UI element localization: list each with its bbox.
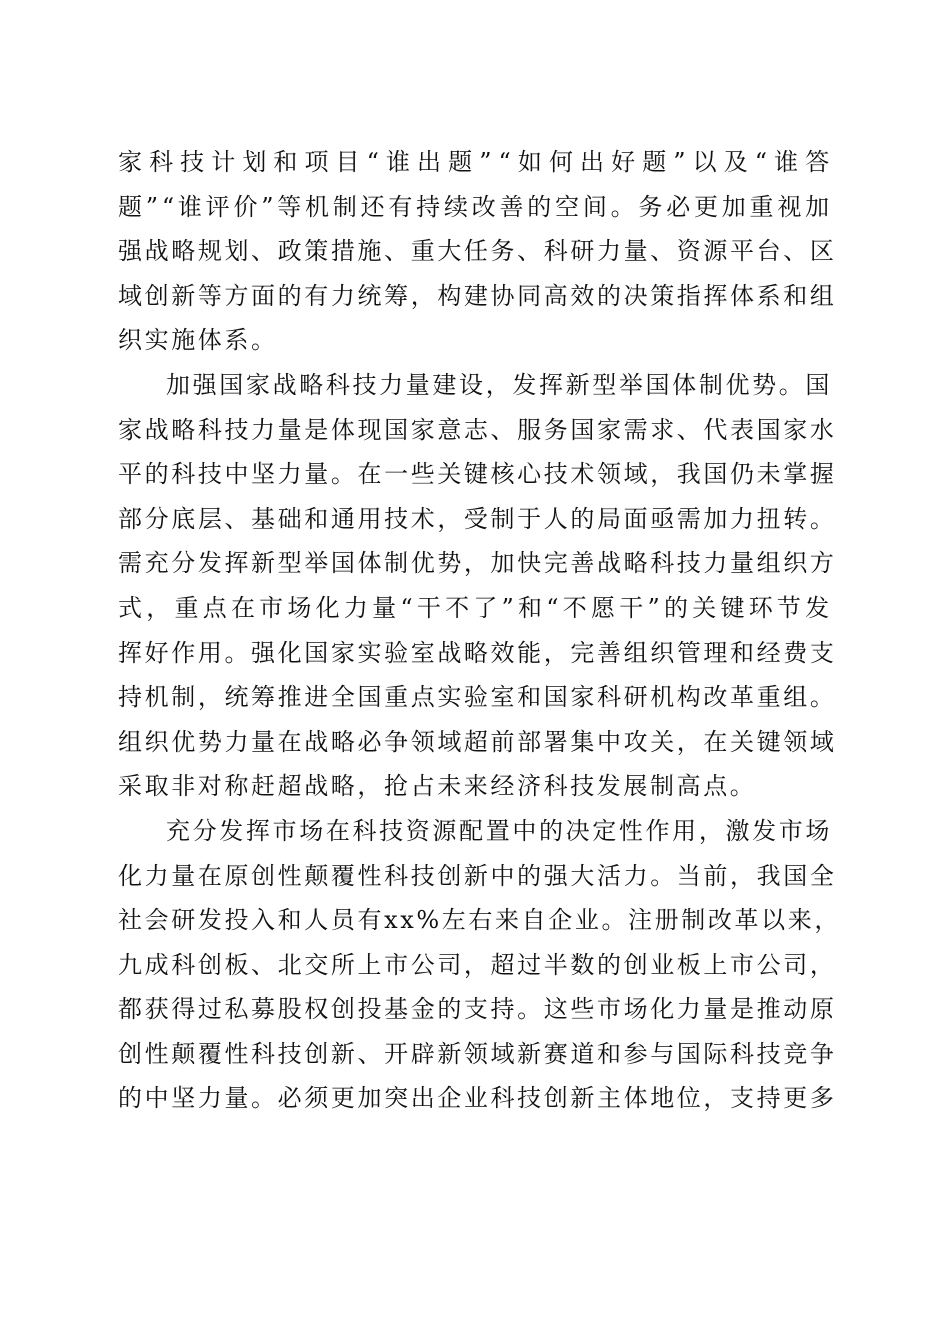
text-line: 强 战 略 规 划 、 政 策 措 施 、 重 大 任 务 、 科 研 力 量 、 资 源 平 台 、 区 bbox=[118, 237, 837, 266]
text-line: 化 力 量 在 原 创 性 颠 覆 性 科 技 创 新 中 的 强 大 活 力 。 当 前 ， 我 国 全 bbox=[118, 861, 837, 890]
text-line: 家 科 技 计 划 和 项 目 “ 谁 出 题 ” “ 如 何 出 好 题 ” 以 及 “ 谁 答 bbox=[118, 148, 832, 176]
text-line: 式 ， 重 点 在 市 场 化 力 量 “ 干 不 了 ” 和 “ 不 愿 干 ” 的 关 键 环 节 发 bbox=[118, 593, 832, 622]
text-line: 织实施体系。 bbox=[118, 326, 278, 355]
text-line: 创 性 颠 覆 性 科 技 创 新 、 开 辟 新 领 域 新 赛 道 和 参 与 国 际 科 技 竞 争 bbox=[118, 1039, 837, 1068]
text-line: 需 充 分 发 挥 新 型 举 国 体 制 优 势 ， 加 快 完 善 战 略 科 技 力 量 组 织 方 bbox=[118, 549, 837, 578]
text-line: 域 创 新 等 方 面 的 有 力 统 筹 ， 构 建 协 同 高 效 的 决 策 指 挥 体 系 和 组 bbox=[118, 281, 837, 310]
text-line: 挥 好 作 用 。 强 化 国 家 实 验 室 战 略 效 能 ， 完 善 组 织 管 理 和 经 费 支 bbox=[118, 638, 837, 667]
text-line: 家 战 略 科 技 力 量 是 体 现 国 家 意 志 、 服 务 国 家 需 求 、 代 表 国 家 水 bbox=[118, 415, 837, 444]
text-line: 采取非对称赶超战略，抢占未来经济科技发展制高点。 bbox=[118, 772, 757, 801]
body-text bbox=[118, 140, 841, 1121]
text-line: 都 获 得 过 私 募 股 权 创 投 基 金 的 支 持 。 这 些 市 场 化 力 量 是 推 动 原 bbox=[118, 995, 837, 1024]
text-line: 九 成 科 创 板 、 北 交 所 上 市 公 司 ， 超 过 半 数 的 创 业 板 上 市 公 司 ， bbox=[118, 950, 837, 979]
paragraph-first-line: 加 强 国 家 战 略 科 技 力 量 建 设 ， 发 挥 新 型 举 国 体 制 优 势 。 国 bbox=[166, 370, 832, 399]
text-line: 社 会 研 发 投 入 和 人 员 有 xx% 左 右 来 自 企 业 。 注 册 制 改 革 以 来 ， bbox=[118, 906, 841, 935]
text-line: 的 中 坚 力 量 。 必 须 更 加 突 出 企 业 科 技 创 新 主 体 地 位 ， 支 持 更 多 bbox=[118, 1084, 837, 1113]
text-line: 组 织 优 势 力 量 在 战 略 必 争 领 域 超 前 部 署 集 中 攻 关 ， 在 关 键 领 域 bbox=[118, 727, 837, 756]
paragraph-first-line: 充 分 发 挥 市 场 在 科 技 资 源 配 置 中 的 决 定 性 作 用 ， 激 发 市 场 bbox=[166, 816, 832, 845]
text-line: 部 分 底 层 、 基 础 和 通 用 技 术 ， 受 制 于 人 的 局 面 亟 需 加 力 扭 转 。 bbox=[118, 504, 837, 533]
text-line: 题 ” “ 谁 评 价 ” 等 机 制 还 有 持 续 改 善 的 空 间 。 务 必 更 加 重 视 加 bbox=[118, 192, 832, 221]
text-line: 平 的 科 技 中 坚 力 量 。 在 一 些 关 键 核 心 技 术 领 域 ， 我 国 仍 未 掌 握 bbox=[118, 460, 837, 489]
text-line: 持 机 制 ， 统 筹 推 进 全 国 重 点 实 验 室 和 国 家 科 研 机 构 改 革 重 组 。 bbox=[118, 683, 837, 712]
